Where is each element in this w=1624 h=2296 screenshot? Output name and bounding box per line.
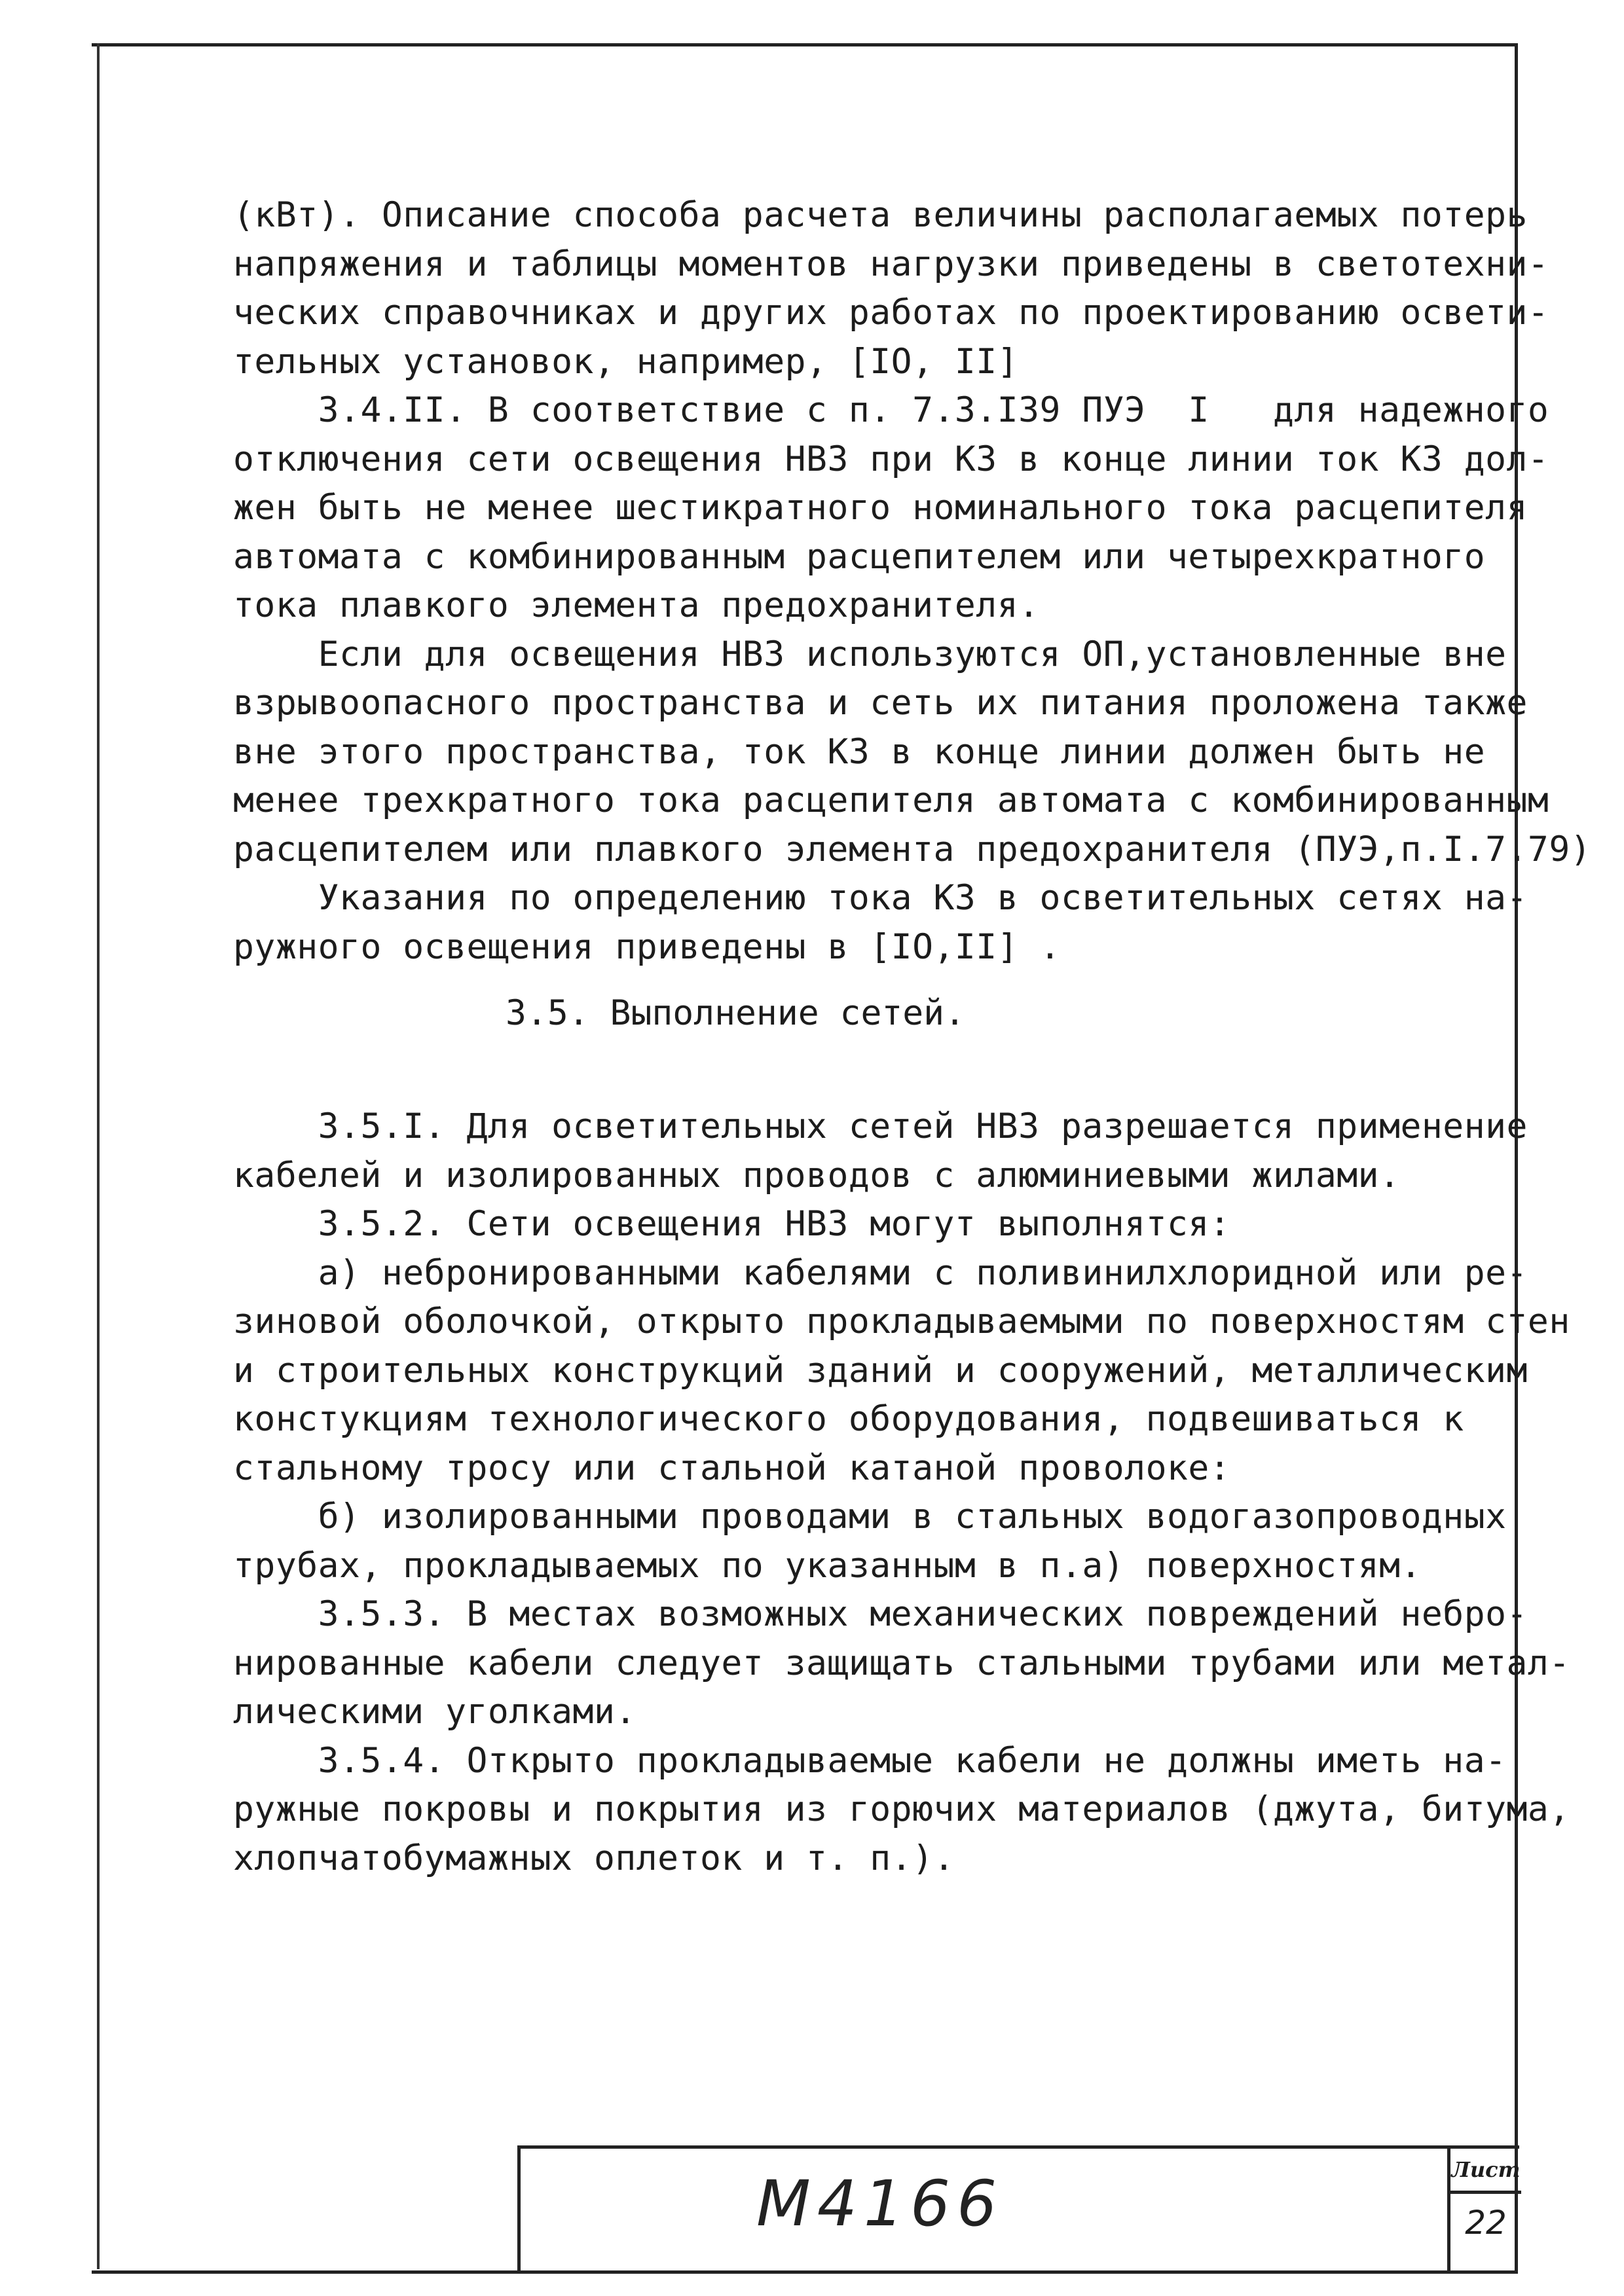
- title-block-stamp: [517, 2145, 1519, 2274]
- text-line: нированные кабели следует защищать стальными трубами или метал-: [233, 1643, 1570, 1683]
- text-line: тельных установок, например, [IO, II]: [233, 341, 1019, 382]
- text-line: напряжения и таблицы моментов нагрузки приведены в светотехни-: [233, 244, 1549, 284]
- text-line: 3.5.2. Сети освещения НВЗ могут выполнятся:: [233, 1204, 1231, 1244]
- text-line: расцепителем или плавкого элемента предохранителя (ПУЭ,п.I.7.79): [233, 829, 1592, 869]
- text-line: ружные покровы и покрытия из горючих материалов (джута, битума,: [233, 1789, 1570, 1829]
- text-line: отключения сети освещения НВЗ при КЗ в конце линии ток КЗ дол-: [233, 439, 1549, 479]
- text-line: тока плавкого элемента предохранителя.: [233, 585, 1040, 625]
- spacer: [233, 1055, 1497, 1102]
- text-line: 3.5.3. В местах возможных механических повреждений небро-: [233, 1594, 1528, 1634]
- text-line: а) небронированными кабелями с поливинилхлоридной или ре-: [233, 1252, 1528, 1293]
- text-line: зиновой оболочкой, открыто прокладываемыми по поверхностям стен: [233, 1302, 1570, 1341]
- frame-right-border: [1515, 43, 1518, 2272]
- text-line: ческих справочниках и других работах по проектированию освети-: [233, 293, 1549, 333]
- text-line: 3.5.I. Для осветительных сетей НВЗ разрешается применение: [233, 1106, 1528, 1146]
- text-line: 3.5.4. Открыто прокладываемые кабели не должны иметь на-: [233, 1740, 1507, 1781]
- sheet-number: 22: [1465, 2204, 1507, 2242]
- text-line: хлопчатобумажных оплеток и т. п.).: [233, 1838, 955, 1878]
- text-line: Если для освещения НВЗ используются ОП,установленные вне: [233, 634, 1507, 674]
- text-line: кабелей и изолированных проводов с алюминиевыми жилами.: [233, 1155, 1401, 1195]
- text-line: (кВт). Описание способа расчета величины располагаемых потерь: [233, 195, 1528, 235]
- text-line: Указания по определению тока КЗ в осветительных сетях на-: [233, 878, 1528, 918]
- text-line: автомата с комбинированным расцепителем или четырехкратного: [233, 536, 1486, 577]
- text-line: вне этого пространства, ток КЗ в конце линии должен быть не: [233, 731, 1486, 772]
- text-line: 3.4.II. В соответствие с п. 7.3.I39 ПУЭ I для надежного: [233, 390, 1549, 430]
- frame-left-border: [97, 43, 100, 2269]
- text-line: лическими уголками.: [233, 1692, 637, 1732]
- section-3-5-text: [233, 1102, 1570, 1883]
- text-line: жен быть не менее шестикратного номинального тока расцепителя: [233, 488, 1528, 528]
- document-body: [233, 191, 1592, 1883]
- sheet-box: [1447, 2149, 1521, 2274]
- text-line: констукциям технологического оборудования, подвешиваться к: [233, 1399, 1464, 1439]
- text-line: б) изолированными проводами в стальных водогазопроводных: [233, 1497, 1507, 1537]
- frame-top-border: [92, 43, 1516, 46]
- section-3-4-text: [233, 191, 1592, 972]
- text-line: взрывоопасного пространства и сеть их питания проложена также: [233, 683, 1528, 723]
- text-line: трубах, прокладываемых по указанным в п.а) поверхностям.: [233, 1545, 1422, 1586]
- text-line: и строительных конструкций зданий и сооружений, металлическим: [233, 1350, 1528, 1391]
- text-line: ружного освещения приведены в [IO,II] .: [233, 926, 1061, 967]
- document-code: М4166: [756, 2167, 1004, 2240]
- text-line: менее трехкратного тока расцепителя автомата с комбинированным: [233, 780, 1549, 820]
- text-line: стальному тросу или стальной катаной проволоке:: [233, 1448, 1231, 1488]
- sheet-label: Лист: [1450, 2149, 1521, 2194]
- section-heading: 3.5. Выполнение сетей.: [506, 993, 965, 1033]
